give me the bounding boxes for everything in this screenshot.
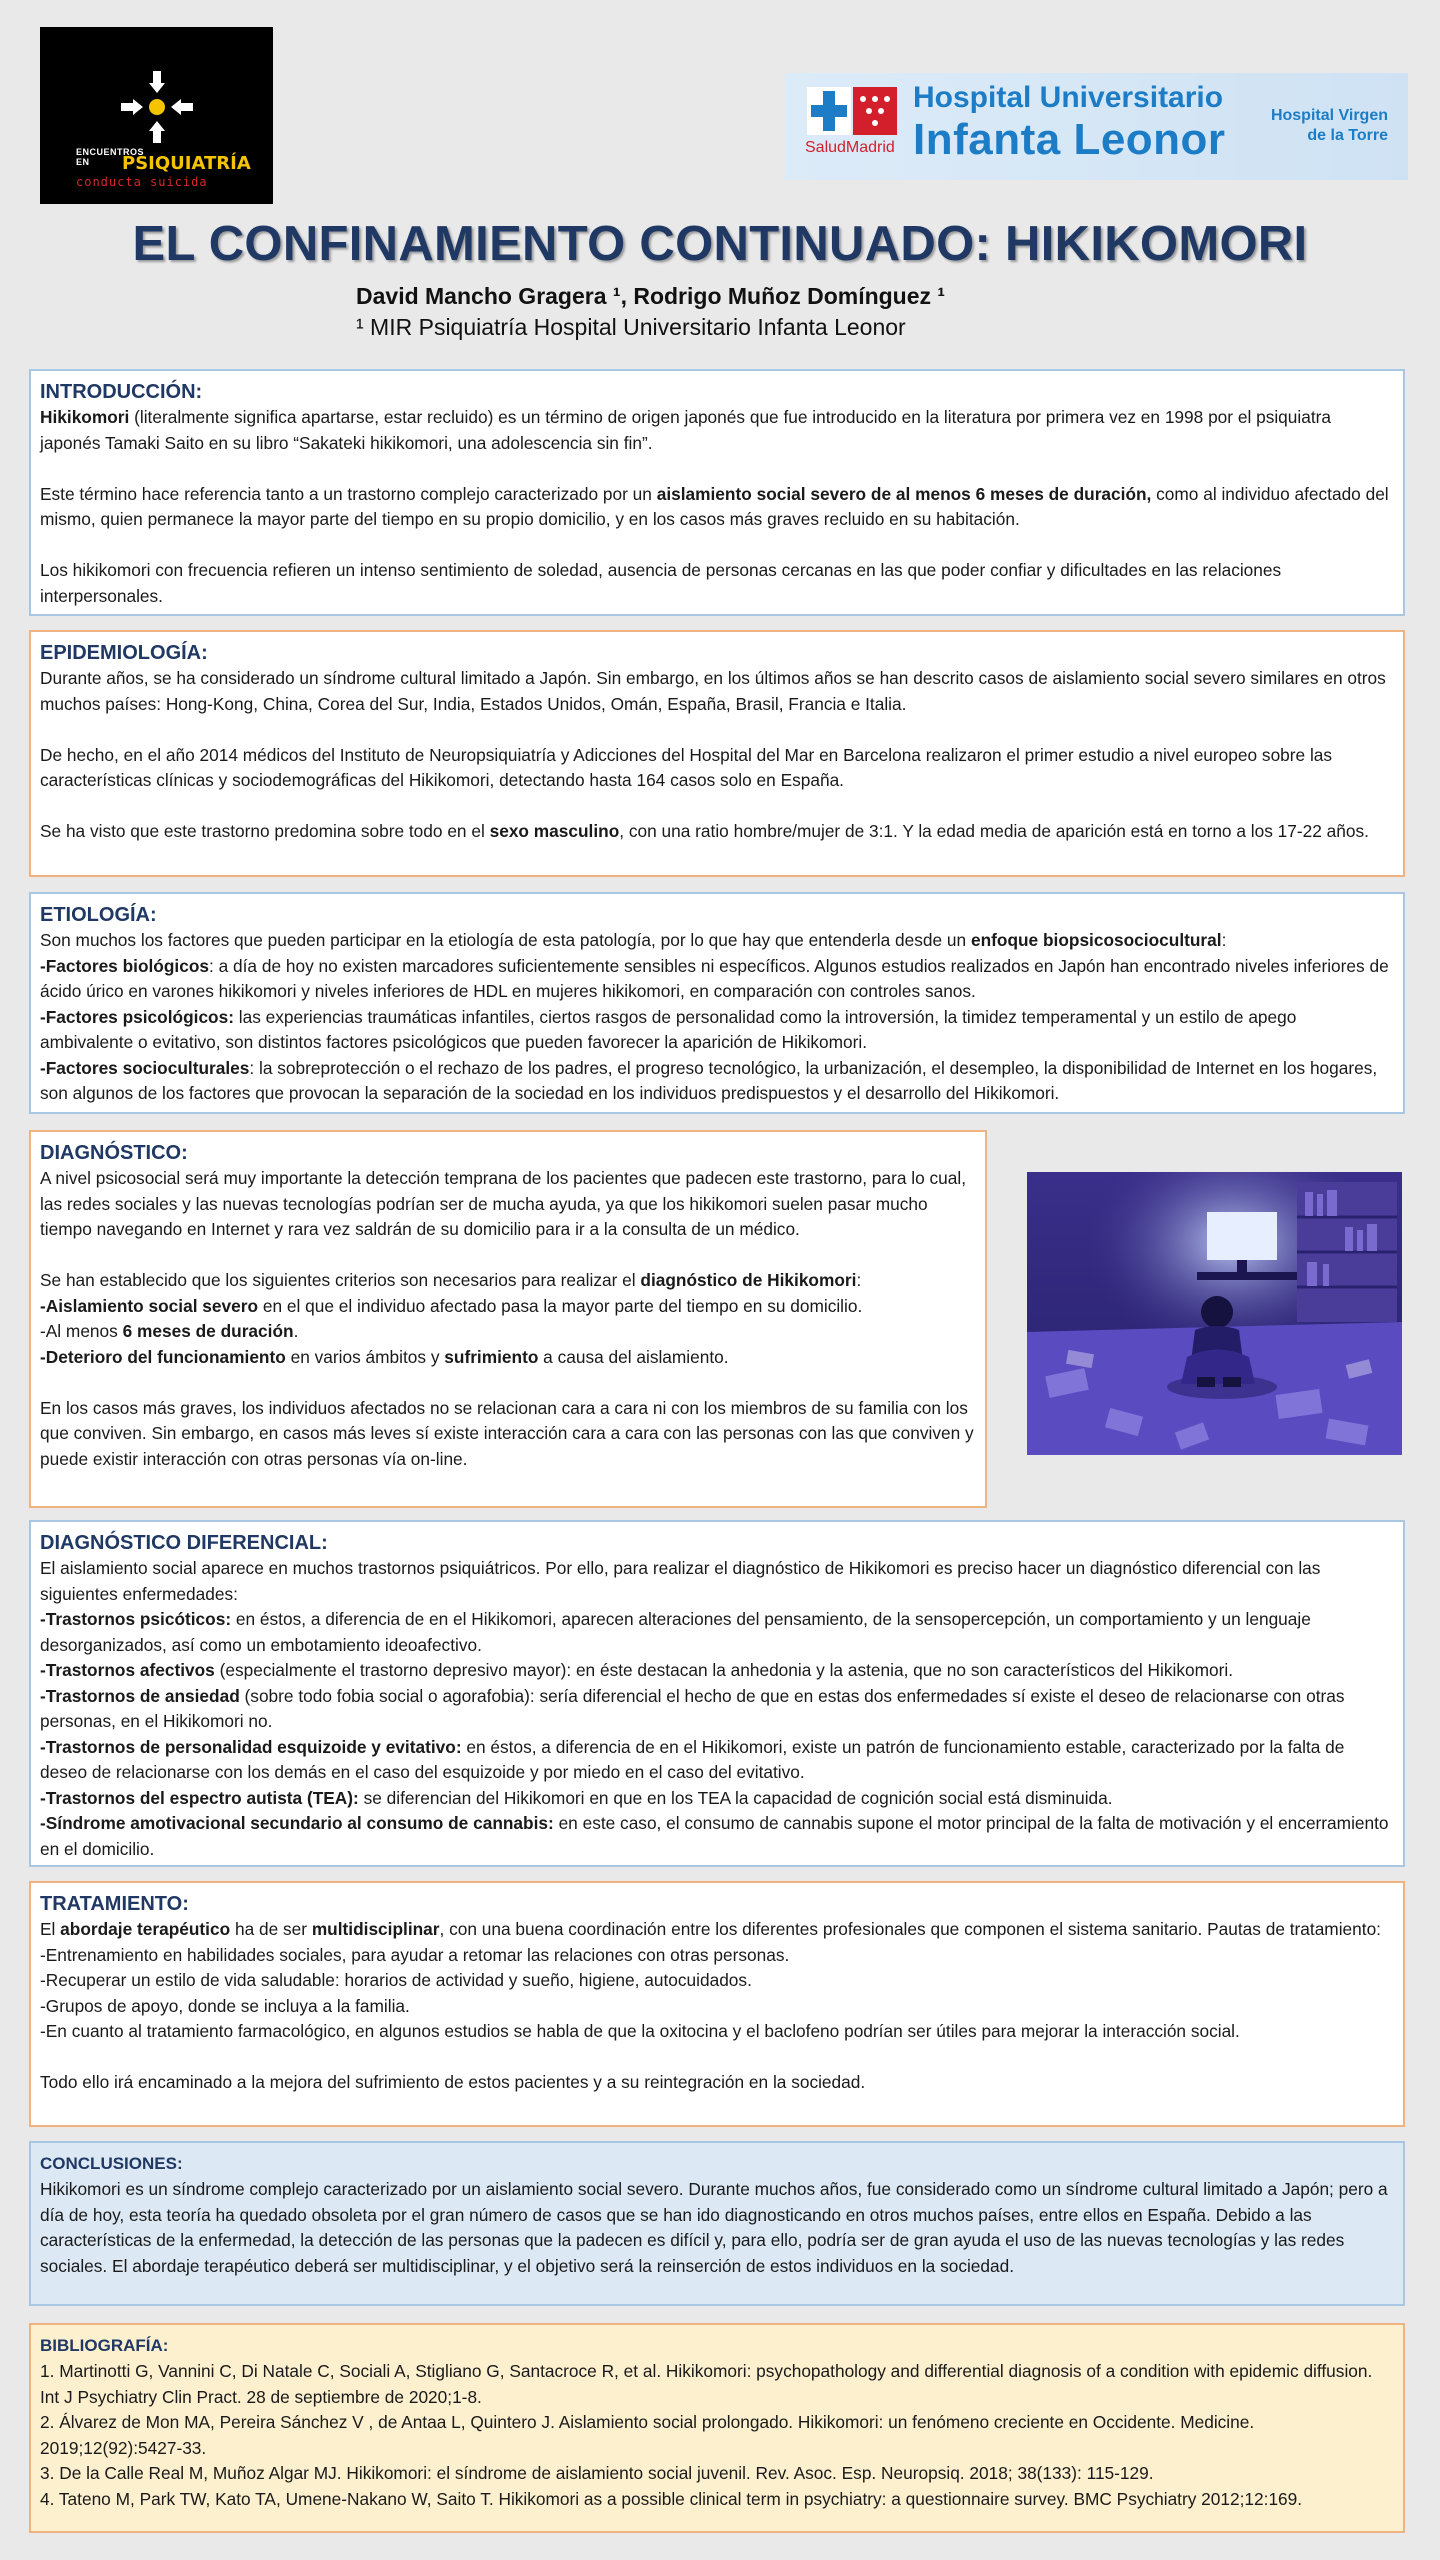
reference-item: 1. Martinotti G, Vannini C, Di Natale C, Sociali A, Stigliano G, Santacroce R, et al. Hikikomori: psychopathology and differential diagnosis of a condition with epidemic diffusion. Int J Psychiatry Clin Pract. 28 de septiembre de 2020;1-8. xyxy=(40,2361,1373,2407)
encuentros-psiquiatria-logo xyxy=(40,27,273,204)
section-title: CONCLUSIONES: xyxy=(40,2154,183,2173)
hospital-virgen-line2: de la Torre xyxy=(1307,127,1388,144)
paragraph: En los casos más graves, los individuos afectados no se relacionan cara a cara ni con los miembros de su familia con los que conviven. Sin embargo, en casos más leves sí existe interacción cara a cara con las personas con las que conviven y puede existir interacción con otras personas vía on-line. xyxy=(40,1397,974,1469)
section-diagnostico-diferencial xyxy=(29,1520,1405,1867)
section-etiologia xyxy=(29,892,1405,1114)
cross-icon xyxy=(807,87,851,135)
section-title: EPIDEMIOLOGÍA: xyxy=(40,642,208,664)
section-bibliografia xyxy=(29,2323,1405,2533)
paragraph: El abordaje terapéutico ha de ser multidisciplinar, con una buena coordinación entre los diferentes profesionales que componen el sistema sanitario. Pautas de tratamiento: xyxy=(40,1919,1381,1939)
reference-item: 4. Tateno M, Park TW, Kato TA, Umene-Nakano W, Saito T. Hikikomori as a possible clinical term in psychiatry: a questionnaire survey. BMC Psychiatry 2012;12:169. xyxy=(40,2488,1303,2509)
section-title: BIBLIOGRAFÍA: xyxy=(40,2336,169,2355)
differential-item: -Síndrome amotivacional secundario al consumo de cannabis: en este caso, el consumo de cannabis supone el motor principal de la falta de motivación y el encerramiento en el domicilio. xyxy=(40,1813,1389,1859)
section-title: ETIOLOGÍA: xyxy=(40,904,157,926)
factor-item: -Factores biológicos: a día de hoy no existen marcadores suficientemente sensibles ni específicos. Algunos estudios realizados en Japón han encontrado niveles inferiores de ácido úrico en varones hikikomori y niveles inferiores de HDL en mujeres hikikomori, en comparación con controles sanos. xyxy=(40,955,1389,1001)
paragraph: El aislamiento social aparece en muchos trastornos psiquiátricos. Por ello, para realizar el diagnóstico de Hikikomori es preciso hacer un diagnóstico diferencial con las siguientes enfermedades: xyxy=(40,1558,1321,1604)
treatment-item: -Entrenamiento en habilidades sociales, para ayudar a retomar las relaciones con otras personas. xyxy=(40,1944,790,1965)
logo-text-subtitle: conducta suicida xyxy=(76,175,208,189)
paragraph: Todo ello irá encaminado a la mejora del sufrimiento de estos pacientes y a su reintegración en la sociedad. xyxy=(40,2072,866,2092)
hospital-name-line1: Hospital Universitario xyxy=(913,81,1224,114)
salud-madrid-label: SaludMadrid xyxy=(805,139,895,156)
paragraph: Hikikomori es un síndrome complejo caracterizado por un aislamiento social severo. Durante muchos años, fue considerado como un síndrome cultural limitado a Japón; pero a día de hoy, esta teoría ha quedado obsoleta por el gran número de casos que se han ido diagnosticando en otros muchos países, entre ellos en España. Debido a las características de la enfermedad, la detección de las personas que la padecen es difícil y, para ello, podría ser de gran ayuda el uso de las nuevas tecnologías y las redes sociales. El abordaje terapéutico deberá ser multidisciplinar, y el objetivo será la reinserción de estos individuos en la sociedad. xyxy=(40,2179,1388,2276)
section-title: DIAGNÓSTICO DIFERENCIAL: xyxy=(40,1532,328,1554)
factor-item: -Factores socioculturales: la sobreprotección o el rechazo de los padres, el progreso tecnológico, la urbanización, el desempleo, la disponibilidad de Internet en los hogares, son algunos de los factores que provocan la separación de la sociedad en los individuos predispuestos y el desarrollo del Hikikomori. xyxy=(40,1057,1378,1103)
reference-item: 2. Álvarez de Mon MA, Pereira Sánchez V , de Antaa L, Quintero J. Aislamiento social prolongado. Hikikomori: un fenómeno creciente en Occidente. Medicine. 2019;12(92):5427-33. xyxy=(40,2412,1255,2458)
hospital-logo xyxy=(785,73,1408,180)
madrid-flag-icon xyxy=(807,87,897,135)
section-title: INTRODUCCIÓN: xyxy=(40,381,203,403)
differential-item: -Trastornos psicóticos: en éstos, a diferencia de en el Hikikomori, aparecen alteraciones del pensamiento, de la sensopercepción, un comportamiento y un lenguaje desorganizados, así como un embotamiento ideoafectivo. xyxy=(40,1609,1311,1655)
treatment-item: -En cuanto al tratamiento farmacológico, en algunos estudios se habla de que la oxitocina y el baclofeno podrían ser útiles para mejorar la interacción social. xyxy=(40,2021,1240,2041)
logo-text-psiquiatria: PSIQUIATRÍA xyxy=(122,153,251,174)
criteria-item: -Al menos 6 meses de duración. xyxy=(40,1321,299,1341)
treatment-item: -Recuperar un estilo de vida saludable: horarios de actividad y sueño, higiene, autocuidados. xyxy=(40,1970,752,1990)
factor-item: -Factores psicológicos: las experiencias traumáticas infantiles, ciertos rasgos de personalidad como la introversión, la timidez temperamental y un estilo de apego ambivalente o evitativo, son distintos factores psicológicos que pueden favorecer la aparición de Hikikomori. xyxy=(40,1006,1297,1052)
paragraph: Los hikikomori con frecuencia refieren un intenso sentimiento de soledad, ausencia de personas cercanas en las que poder confiar y dificultades en las relaciones interpersonales. xyxy=(40,560,1282,606)
paragraph: A nivel psicosocial será muy importante la detección temprana de los pacientes que padecen este trastorno, para lo cual, las redes sociales y las nuevas tecnologías podrían ser de mucha ayuda, ya que los hikikomori suelen pasar mucho tiempo navegando en Internet y rara vez saldrán de su domicilio para ir a la consulta de un médico. xyxy=(40,1168,967,1239)
criteria-item: -Aislamiento social severo en el que el individuo afectado pasa la mayor parte del tiempo en su domicilio. xyxy=(40,1295,863,1316)
section-tratamiento xyxy=(29,1881,1405,2127)
isolated-room-image xyxy=(1027,1172,1402,1455)
authors: David Mancho Gragera ¹, Rodrigo Muñoz Domínguez ¹ xyxy=(356,283,946,309)
hospital-virgen-line1: Hospital Virgen xyxy=(1270,107,1388,124)
affiliation: ¹ MIR Psiquiatría Hospital Universitario Infanta Leonor xyxy=(356,314,906,340)
reference-item: 3. De la Calle Real M, Muñoz Algar MJ. Hikikomori: el síndrome de aislamiento social juvenil. Rev. Asoc. Esp. Neuropsiq. 2018; 38(133): 115-129. xyxy=(40,2463,1154,2483)
differential-item: -Trastornos de ansiedad (sobre todo fobia social o agorafobia): sería diferencial el hecho de que en estas dos enfermedades sí existe el deseo de relacionarse con otras personas, en el Hikikomori no. xyxy=(40,1685,1345,1731)
logo-text-en: EN xyxy=(76,157,90,167)
treatment-item: -Grupos de apoyo, donde se incluya a la familia. xyxy=(40,1995,410,2016)
paragraph: Durante años, se ha considerado un síndrome cultural limitado a Japón. Sin embargo, en los últimos años se han descrito casos de aislamiento social severo similares en otros muchos países: Hong-Kong, China, Corea del Sur, India, Estados Unidos, Omán, España, Brasil, Francia e Italia. xyxy=(40,668,1386,714)
section-conclusiones xyxy=(29,2141,1405,2306)
paragraph: Hikikomori (literalmente significa apartarse, estar recluido) es un término de origen japonés que fue introducido en la literatura por primera vez en 1998 por el psiquiatra japonés Tamaki Saito en su libro “Sakateki hikikomori, una adolescencia sin fin”. xyxy=(40,407,1332,453)
section-diagnostico xyxy=(29,1130,987,1508)
hospital-name-line2: Infanta Leonor xyxy=(913,115,1226,164)
poster-title: EL CONFINAMIENTO CONTINUADO: HIKIKOMORI xyxy=(132,217,1308,271)
stars-icon xyxy=(853,87,897,135)
criteria-item: -Deterioro del funcionamiento en varios ámbitos y sufrimiento a causa del aislamiento. xyxy=(40,1346,729,1367)
logo-text-encuentros: ENCUENTROS xyxy=(76,147,145,157)
paragraph: Se han establecido que los siguientes criterios son necesarios para realizar el diagnóstico de Hikikomori: xyxy=(40,1270,862,1290)
hikikomori-illustration xyxy=(1027,1172,1402,1455)
paragraph: Se ha visto que este trastorno predomina sobre todo en el sexo masculino, con una ratio hombre/mujer de 3:1. Y la edad media de aparición está en torno a los 17-22 años. xyxy=(40,821,1369,841)
section-epidemiologia xyxy=(29,630,1405,877)
section-introduccion xyxy=(29,369,1405,616)
differential-item: -Trastornos del espectro autista (TEA): se diferencian del Hikikomori en que en los TEA la capacidad de cognición social está disminuida. xyxy=(40,1787,1113,1808)
arrows-logo-icon xyxy=(117,67,197,147)
section-title: TRATAMIENTO: xyxy=(40,1893,189,1915)
differential-item: -Trastornos afectivos (especialmente el trastorno depresivo mayor): en éste destacan la anhedonia y la astenia, que no son característicos del Hikikomori. xyxy=(40,1660,1234,1680)
paragraph: Este término hace referencia tanto a un trastorno complejo caracterizado por un aislamiento social severo de al menos 6 meses de duración, como al individuo afectado del mismo, quien permanece la mayor parte del tiempo en su propio domicilio, y en los casos más graves recluido en su habitación. xyxy=(40,483,1389,529)
section-title: DIAGNÓSTICO: xyxy=(40,1142,188,1164)
paragraph: Son muchos los factores que pueden participar en la etiología de esta patología, por lo que hay que entenderla desde un enfoque biopsicosociocultural: xyxy=(40,930,1227,950)
differential-item: -Trastornos de personalidad esquizoide y evitativo: en éstos, a diferencia de en el Hikikomori, existe un patrón de funcionamiento estable, caracterizado por la falta de deseo de relacionarse con los demás en el caso del esquizoide y por miedo en el caso del evitativo. xyxy=(40,1736,1345,1782)
paragraph: De hecho, en el año 2014 médicos del Instituto de Neuropsiquiatría y Adicciones del Hospital del Mar en Barcelona realizaron el primer estudio a nivel europeo sobre las características clínicas y sociodemográficas del Hikikomori, detectando hasta 164 casos solo en España. xyxy=(40,744,1333,790)
